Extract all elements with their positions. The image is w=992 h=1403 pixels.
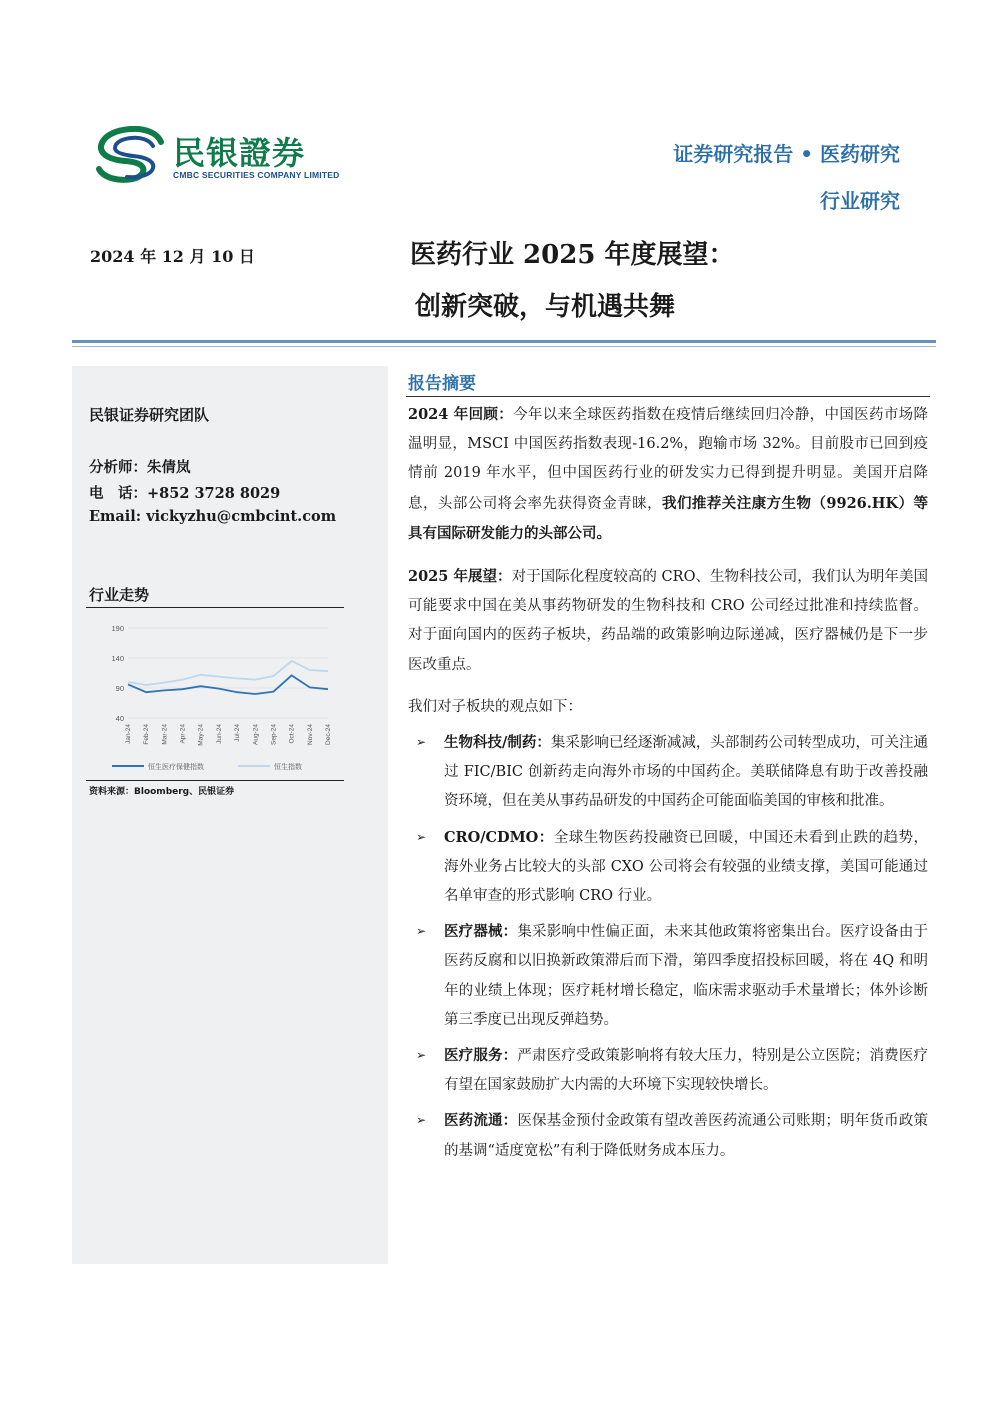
chart-source: 资料来源：Bloomberg、民银证券 (89, 787, 235, 797)
y-tick-label: 90 (115, 684, 124, 693)
bullet-label: CRO/CDMO： (444, 828, 554, 846)
bullet-biotech (408, 728, 928, 817)
x-tick-label: Apr-24 (179, 724, 187, 744)
summary-body (408, 400, 928, 1166)
x-tick-label: Jul-24 (234, 724, 242, 742)
y-tick-label: 140 (111, 654, 124, 663)
analyst-name: 分析师：朱倩岚 (89, 459, 191, 476)
trend-divider (86, 607, 344, 608)
legend-label: 恒生医疗保健指数 (148, 763, 204, 771)
x-tick-label: May-24 (197, 724, 205, 746)
research-team: 民银证券研究团队 (89, 406, 210, 424)
review-text: 今年以来全球医药指数在疫情后继续回归冷静，中国医药市场降温明显，MSCI 中国医药指数表现-16.2%，跑输市场 32%。目前股市已回到疫情前 2019 年水平，但中国医药行业的研发实力已得到提升明显。美国开启降息，头部公司将会率先获得资金青睐， (408, 407, 928, 512)
bullet-label: 医药流通： (444, 1112, 518, 1130)
x-tick-label: Sep-24 (270, 724, 278, 745)
legend-label: 恒生指数 (274, 763, 302, 771)
bullet-text: 严肃医疗受政策影响将有较大压力，特别是公立医院；消费医疗有望在国家鼓励扩大内需的大环境下实现较快增长。 (444, 1048, 928, 1094)
header-divider (72, 340, 936, 343)
x-tick-label: Mar-24 (161, 724, 169, 745)
series-line-hs-index (128, 661, 328, 685)
arrow-bullet-icon: ➢ (416, 1048, 427, 1063)
analyst-email[interactable]: Email: vickyzhu@cmbcint.com (89, 508, 337, 525)
views-intro: 我们对子板块的观点如下： (408, 698, 582, 715)
bullet-label: 生物科技/制药： (444, 734, 551, 752)
x-tick-label: Jun-24 (215, 724, 223, 744)
x-tick-label: Jan-24 (125, 724, 132, 744)
bullet-text: 集采影响中性偏正面，未来其他政策将密集出台。医疗设备由于医药反腐和以旧换新政策滞后而下滑，第四季度招投标回暖，将在 4Q 和明年的业绩上体现；医疗耗材增长稳定，临床需求驱动手术量增长；体外诊断第三季度已出现反弹趋势。 (444, 924, 928, 1028)
bullet-label: 医疗器械： (444, 923, 518, 941)
industry-trend-title: 行业走势 (89, 586, 150, 604)
y-tick-label: 40 (115, 714, 124, 723)
summary-title: 报告摘要 (408, 374, 476, 394)
bullet-distribution (408, 1106, 928, 1165)
report-type: 证券研究报告 • 医药研究 (673, 142, 900, 166)
report-title-line1: 医药行业 2025 年度展望： (410, 240, 735, 270)
outlook-label: 2025 年展望： (408, 568, 512, 586)
company-logo (95, 126, 355, 186)
logo-mark-icon (95, 126, 167, 186)
source-divider (86, 780, 344, 781)
analyst-phone: 电 话：+852 3728 8029 (89, 485, 281, 502)
bullet-text: 全球生物医药投融资已回暖，中国还未看到止跌的趋势，海外业务占比较大的头部 CXO 公司将会有较强的业绩支撑，美国可能通过名单审查的形式影响 CRO 行业。 (444, 829, 928, 905)
report-date: 2024 年 12 月 10 日 (90, 247, 255, 266)
arrow-bullet-icon: ➢ (416, 735, 427, 750)
bullet-services (408, 1041, 928, 1100)
industry-trend-chart (90, 616, 350, 778)
report-title-line2: 创新突破，与机遇共舞 (415, 292, 676, 322)
outlook-paragraph (408, 562, 928, 680)
logo-english-name: CMBC SECURITIES COMPANY LIMITED (173, 170, 340, 180)
arrow-bullet-icon: ➢ (416, 829, 427, 844)
review-label: 2024 年回顾： (408, 406, 514, 423)
bullet-devices (408, 917, 928, 1035)
sidebar-panel (72, 366, 388, 1264)
review-recommendation: 我们推荐关注康方生物（9926.HK）等具有国际研发能力的头部公司。 (408, 494, 928, 542)
arrow-bullet-icon: ➢ (416, 1113, 427, 1128)
report-subtype: 行业研究 (820, 189, 900, 213)
bullet-text: 集采影响已经逐渐减减，头部制药公司转型成功，可关注通过 FIC/BIC 创新药走向海外市场的中国药企。美联储降息有助于改善投融资环境，但在美从事药品研发的中国药企可能面临美国的审核和批准。 (444, 735, 929, 810)
x-tick-label: Feb-24 (143, 724, 151, 745)
summary-divider (406, 396, 930, 397)
bullet-text: 医保基金预付金政策有望改善医药流通公司账期；明年货币政策的基调“适度宽松”有利于降低财务成本压力。 (444, 1113, 928, 1159)
review-paragraph (408, 400, 928, 549)
logo-chinese-name: 民银證券 (173, 134, 306, 172)
x-tick-label: Aug-24 (252, 724, 260, 745)
bullet-cro (408, 823, 928, 912)
outlook-text: 对于国际化程度较高的 CRO、生物科技公司，我们认为明年美国可能要求中国在美从事药物研发的生物科技和 CRO 公司经过批准和持续监督。对于面向国内的医药子板块，药品端的政策影响边际递减，医疗器械仍是下一步医改重点。 (408, 569, 928, 673)
arrow-bullet-icon: ➢ (416, 924, 427, 939)
x-tick-label: Nov-24 (306, 724, 314, 745)
bullet-label: 医疗服务： (444, 1047, 518, 1065)
x-tick-label: Oct-24 (288, 724, 296, 744)
x-tick-label: Dec-24 (325, 724, 332, 745)
y-tick-label: 190 (111, 624, 124, 633)
header-divider-thin (72, 346, 936, 347)
